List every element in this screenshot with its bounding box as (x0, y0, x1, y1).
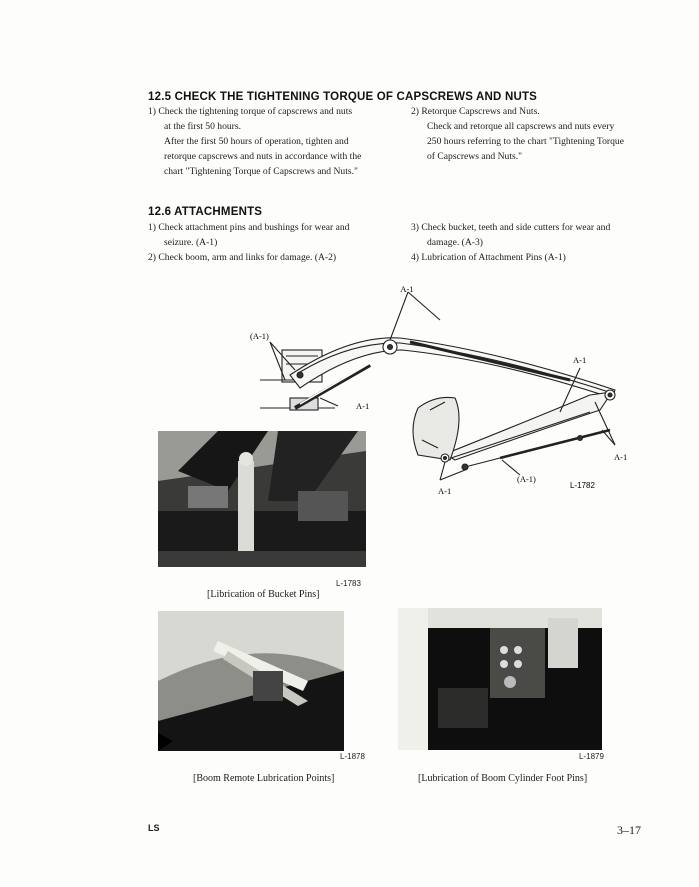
photo-boom-remote-lubrication (158, 611, 344, 751)
photo-detail (188, 486, 228, 508)
bucket-link (465, 458, 500, 467)
line: Retorque Capscrews and Nuts. (421, 106, 540, 117)
photo-pin (500, 646, 508, 654)
boom-body (290, 338, 615, 398)
section-12-6-heading: 12.6 ATTACHMENTS (148, 206, 263, 218)
leader-line (595, 402, 615, 445)
photo-bucket-pins (158, 431, 366, 567)
line: Check the tightening torque of capscrews and nuts (158, 106, 353, 117)
item-number: 4) (411, 252, 419, 263)
item-number: 2) (411, 106, 419, 117)
line: seizure. (A-1) (164, 237, 218, 248)
line: 250 hours referring to the chart "Tightening Torque (427, 136, 624, 147)
diagram-code: L-1782 (570, 481, 595, 490)
item-number: 2) (148, 252, 156, 263)
sec125-item-2 (411, 104, 651, 164)
photo-worker-head (239, 452, 253, 466)
photo-pin (504, 676, 516, 688)
line: Check bucket, teeth and side cutters for wear and (421, 222, 611, 233)
photo-pin (514, 646, 522, 654)
photo1-caption: [Librication of Bucket Pins] (207, 589, 320, 600)
leader-line (408, 292, 440, 320)
photo2-caption: [Boom Remote Lubrication Points] (193, 773, 335, 784)
photo-detail (438, 688, 488, 728)
footer-left-mark: LS (148, 823, 160, 833)
photo-pin (514, 660, 522, 668)
photo-boom-cylinder-foot-pins (398, 608, 602, 750)
pin-bucket-cylinder (578, 436, 583, 441)
pin-arm-bucket-center (444, 457, 447, 460)
leader-line (440, 462, 445, 480)
photo-pin (500, 660, 508, 668)
pin-bucket-link (462, 464, 468, 470)
photo-bracket (548, 618, 578, 668)
label-a1-right-top: A-1 (573, 355, 587, 365)
sec126-left-column (148, 220, 388, 265)
item-number: 3) (411, 222, 419, 233)
label-a1-right: A-1 (614, 452, 628, 462)
line: of Capscrews and Nuts." (427, 151, 523, 162)
item-number: 1) (148, 222, 156, 233)
photo2-code: L-1878 (340, 752, 365, 761)
line: After the first 50 hours of operation, tighten and (164, 136, 349, 147)
photo-lube-block (253, 671, 283, 701)
label-a1-mid: A-1 (356, 401, 370, 411)
page-number: 3–17 (617, 823, 641, 837)
label-a1-top: A-1 (400, 284, 414, 294)
item-number: 1) (148, 106, 156, 117)
line: damage. (A-3) (427, 237, 483, 248)
line: Check attachment pins and bushings for wear and (158, 222, 350, 233)
pin-boom-tip-center (608, 393, 612, 397)
leader-line (502, 460, 520, 475)
line: retorque capscrews and nuts in accordance with the (164, 151, 362, 162)
line: Check boom, arm and links for damage. (A-2) (158, 252, 337, 263)
photo-detail (298, 491, 348, 521)
photo3-caption: [Lubrication of Boom Cylinder Foot Pins] (418, 773, 588, 784)
label-a1-bottom-paren: (A-1) (517, 474, 536, 484)
section-12-5-heading: 12.5 CHECK THE TIGHTENING TORQUE OF CAPSCREWS AND NUTS (148, 91, 538, 103)
leader-line (320, 398, 338, 406)
photo3-code: L-1879 (579, 752, 604, 761)
label-a1-bottom: A-1 (438, 486, 452, 496)
leader-line (390, 292, 408, 340)
line: Check and retorque all capscrews and nuts every (427, 121, 615, 132)
leader-line (440, 470, 465, 480)
line: at the first 50 hours. (164, 121, 242, 132)
label-a1-left: (A-1) (250, 331, 269, 341)
photo-light-area (398, 608, 428, 750)
arm-cylinder (410, 342, 570, 380)
sec125-item-1 (148, 104, 388, 179)
photo1-code: L-1783 (336, 579, 361, 588)
pin-boom-top-center (388, 345, 393, 350)
pin-boom-foot (297, 372, 303, 378)
line: chart "Tightening Torque of Capscrews and Nuts." (164, 166, 358, 177)
photo-worker (238, 461, 254, 551)
line: Lubrication of Attachment Pins (A-1) (421, 252, 566, 263)
sec126-right-column (411, 220, 651, 265)
